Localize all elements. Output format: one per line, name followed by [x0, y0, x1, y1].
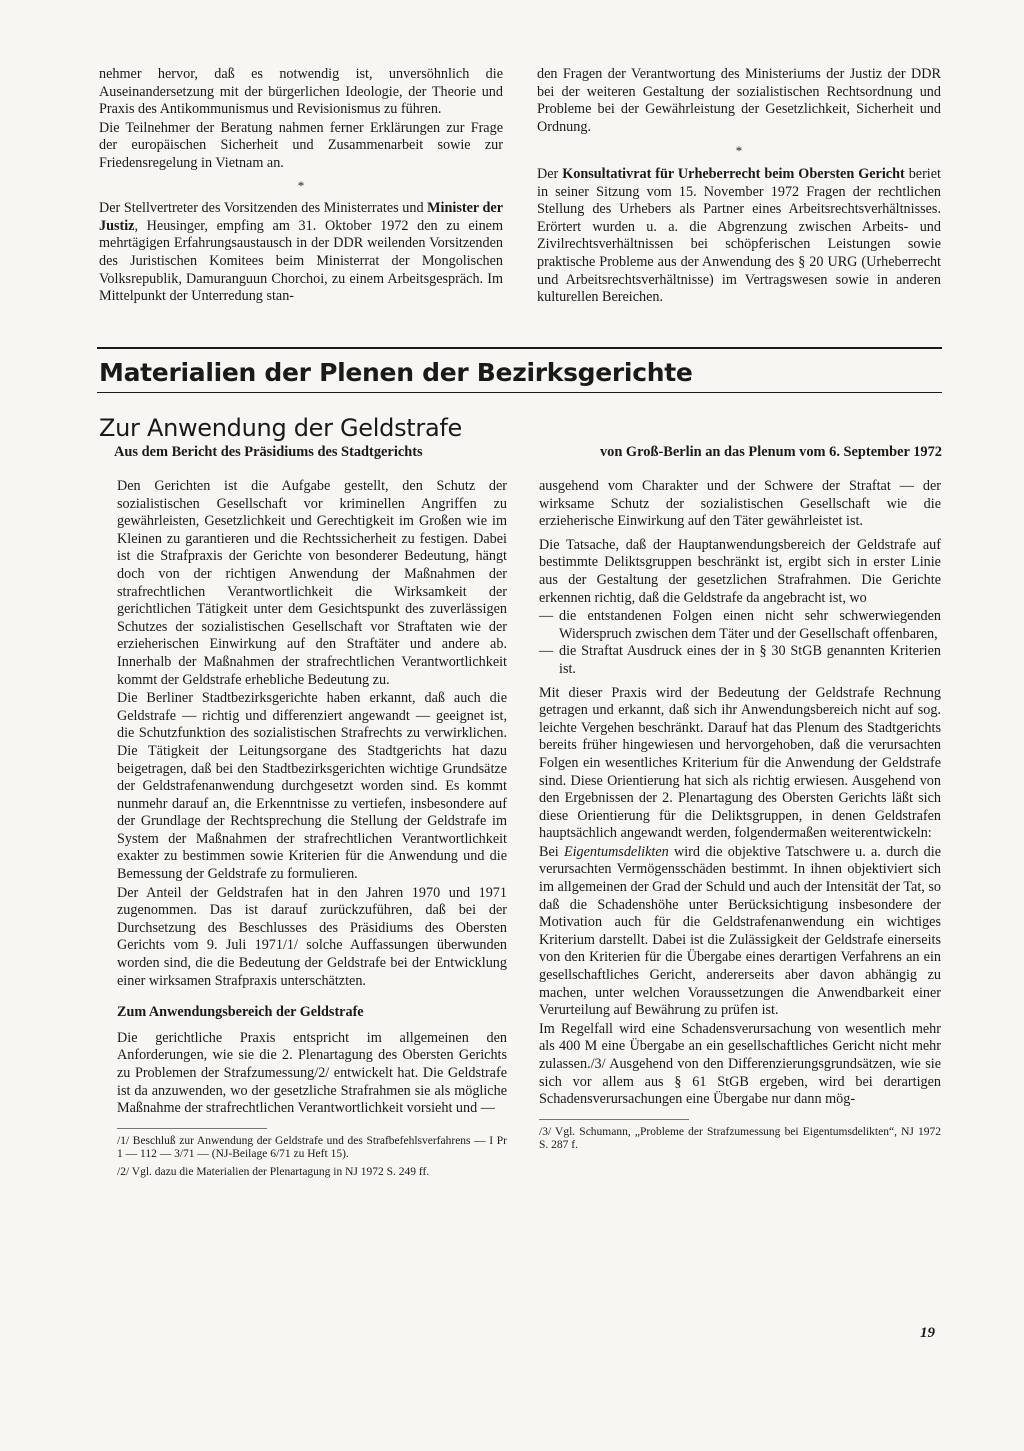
paragraph: den Fragen der Verantwortung des Ministeriums der Justiz der DDR bei der weiteren Gestaltung der sozialistischen Rechtsordnung und Probleme bei der Gewährleistung der Gesetzlichkeit, Sicherheit und Ordnung.	[537, 66, 941, 135]
article-subtitle	[114, 444, 942, 461]
footnote-rule	[117, 1128, 267, 1129]
paragraph: Mit dieser Praxis wird der Bedeutung der Geldstrafe Rechnung getragen und erkannt, daß sich ihr Anwendungsbereich nicht auf sog. leichte Vergehen beschränkt. Darauf hat das Plenum des Stadtgerichts bereits früher hingewiesen und hervorgehoben, daß die verursachten Folgen ein wesentliches Kriterium für die Anwendung der Geldstrafe sind. Diese Orientierung hat sich als richtig erwiesen. Ausgehend von den Ergebnissen der 2. Plenartagung des Obersten Gerichts läßt sich diese Orientierung für die Deliktsgruppen, in denen Geldstrafen hauptsächlich angewandt werden, folgendermaßen weiterentwickeln:	[539, 684, 941, 842]
separator-star: *	[735, 143, 743, 159]
section-title: Materialien der Plenen der Bezirksgerichte	[99, 358, 693, 387]
section-rule-bottom	[97, 392, 942, 393]
criteria-list	[539, 608, 941, 678]
footnote: /2/ Vgl. dazu die Materialien der Plenartagung in NJ 1972 S. 249 ff.	[117, 1165, 430, 1178]
body-left-column	[117, 478, 507, 1183]
subtitle-left: Aus dem Bericht des Präsidiums des Stadtgerichts	[114, 444, 423, 460]
paragraph: ausgehend vom Charakter und der Schwere der Straftat — der wirksame Schutz der sozialistischen Gesellschaft wie die erzieherische Einwirkung auf den Täter gewährleistet ist.	[539, 478, 941, 530]
paragraph: Der Anteil der Geldstrafen hat in den Jahren 1970 und 1971 zugenommen. Das ist darauf zurückzuführen, daß bei der Durchsetzung des Beschlusses des Präsidiums des Obersten Gerichts vom 9. Juli 1971/1/ solche Auffassungen überwunden worden sind, die die Bedeutung der Geldstrafe bei der Entwicklung einer wirksamen Strafpraxis unterschätzten.	[117, 884, 507, 989]
top-right-column	[537, 66, 941, 308]
paragraph: Der Konsultativrat für Urheberrecht beim Obersten Gericht beriet in seiner Sitzung vom 15. November 1972 Fragen der rechtlichen Stellung des Urhebers als Partner eines Arbeitsrechtsverhältnisses. Erörtert wurden u. a. die Abgrenzung zwischen Arbeits- und Zivilrechtsverhältnissen bei schöpferischen Leistungen sowie praktische Probleme aus der Anwendung des § 20 URG (Urheberrecht und Arbeitsrechtsverhältnisse) im Vertragswesen sowie in anderen kulturellen Bereichen.	[537, 165, 941, 306]
paragraph: Die Teilnehmer der Beratung nahmen ferner Erklärungen zur Frage der europäischen Sicherheit und Zusammenarbeit sowie zur Friedensregelung in Vietnam an.	[99, 119, 503, 171]
subtitle-right: von Groß-Berlin an das Plenum vom 6. September 1972	[599, 444, 942, 460]
paragraph: nehmer hervor, daß es notwendig ist, unversöhnlich die Auseinandersetzung mit der bürgerlichen Ideologie, der Theorie und Praxis des Antikommunismus und Revisionismus zu führen.	[99, 66, 503, 118]
footnote-rule	[539, 1119, 689, 1120]
paragraph: Den Gerichten ist die Aufgabe gestellt, den Schutz der sozialistischen Gesellschaft vor kriminellen Angriffen zu gewährleisten, Gesetzlichkeit und Gerechtigkeit im Großen wie im Kleinen zu garantieren und die Rechtssicherheit zu festigen. Dabei ist die Strafpraxis der Gerichte von besonderer Bedeutung, hängt doch von der richtigen Anwendung der Maßnahmen der strafrechtlichen Verantwortlichkeit die Wirksamkeit der gerichtlichen Tätigkeit unter dem Gesichtspunkt des zuverlässigen Schutzes der sozialistischen Gesellschaft vor Straftaten wie der erzieherischen Einwirkung auf den Straftäter und andere ab. Innerhalb der Maßnahmen der strafrechtlichen Verantwortlichkeit kommt der Geldstrafe erhebliche Bedeutung zu.	[117, 478, 507, 688]
footnote: /3/ Vgl. Schumann, „Probleme der Strafzumessung bei Eigentumsdelikten“, NJ 1972 S. 287 f.	[539, 1125, 941, 1152]
top-left-column	[99, 66, 503, 307]
body-right-column	[539, 478, 941, 1157]
paragraph: Bei Eigentumsdelikten wird die objektive Tatschwere u. a. durch die verursachten Vermögensschäden bestimmt. In ihnen objektiviert sich im allgemeinen der Grad der Schuld und auch der Intensität der Tat, so daß die Schadenshöhe unter Berücksichtigung insbesondere der Motivation auch für die Geldstrafenanwendung ein wichtiges Kriterium darstellt. Dabei ist die Zulässigkeit der Geldstrafe einerseits von den Kriterien für die Übergabe eines derartigen Verfahrens an ein gesellschaftliches Gericht, andererseits aber davon abhängig zu machen, unter welchen Voraussetzungen die Anwendbarkeit einer Verurteilung auf Bewährung zu prüfen ist.	[539, 843, 941, 1019]
page-number: 19	[920, 1325, 935, 1341]
paragraph: Die Berliner Stadtbezirksgerichte haben erkannt, daß auch die Geldstrafe — richtig und differenziert angewandt — geeignet ist, die Schutzfunktion des sozialistischen Strafrechts zu verwirklichen. Die Tätigkeit der Leitungsorgane des Stadtgerichts hat dazu beigetragen, daß bei den Stadtbezirksgerichten wichtige Grundsätze der Geldstrafenanwendung durchgesetzt worden sind. Es kommt nunmehr darauf an, die Erkenntnisse zu vertiefen, insbesondere auf der Grundlage der Rechtsprechung die Stellung der Geldstrafe im System der Maßnahmen der strafrechtlichen Verantwortlichkeit exakter zu bestimmen sowie Kriterien für die Anwendung und die Bemessung der Geldstrafe zu formulieren.	[117, 690, 507, 883]
subheading: Zum Anwendungsbereich der Geldstrafe	[117, 1004, 364, 1021]
article-title: Zur Anwendung der Geldstrafe	[99, 414, 462, 442]
footnote: /1/ Beschluß zur Anwendung der Geldstrafe und des Strafbefehlsverfahrens — I Pr 1 — 112 — 3/71 — (NJ-Beilage 6/71 zu Heft 15).	[117, 1134, 507, 1161]
section-rule	[97, 347, 942, 349]
separator-star: *	[297, 177, 305, 193]
paragraph: Die gerichtliche Praxis entspricht im allgemeinen den Anforderungen, wie sie die 2. Plenartagung des Obersten Gerichts zu Problemen der Strafzumessung/2/ entwickelt hat. Die Geldstrafe ist da anzuwenden, wo der gesetzliche Strafrahmen sie als mögliche Maßnahme der strafrechtlichen Verantwortlichkeit vorsieht und —	[117, 1029, 507, 1117]
paragraph: Der Stellvertreter des Vorsitzenden des Ministerrates und Minister der Justiz, Heusinger, empfing am 31. Oktober 1972 den zu einem mehrtägigen Erfahrungsaustausch in der DDR weilenden Vorsitzenden des Juristischen Komitees beim Ministerrat der Mongolischen Volksrepublik, Damuranguun Chorchoi, zu einem Arbeitsgespräch. Im Mittelpunkt der Unterredung stan-	[99, 200, 504, 305]
list-item: — die Straftat Ausdruck eines der in § 30 StGB genannten Kriterien ist.	[559, 643, 941, 678]
list-item: — die entstandenen Folgen einen nicht sehr schwerwiegenden Widerspruch zwischen dem Täter und der Gesellschaft offenbaren,	[559, 608, 941, 643]
paragraph: Die Tatsache, daß der Hauptanwendungsbereich der Geldstrafe auf bestimmte Deliktsgruppen beschränkt ist, ergibt sich in erster Linie aus der Gestaltung der gesetzlichen Strafrahmen. Die Gerichte erkennen richtig, daß die Geldstrafe da angebracht ist, wo	[539, 536, 941, 606]
paragraph: Im Regelfall wird eine Schadensverursachung von wesentlich mehr als 400 M eine Übergabe an ein gesellschaftliches Gericht nicht mehr zulassen./3/ Ausgehend von den Differenzierungsgrundsätzen, wie sie sich vor allem aus § 61 StGB ergeben, wird bei derartigen Schadensverursachungen eine Übergabe nur dann mög-	[539, 1020, 941, 1108]
